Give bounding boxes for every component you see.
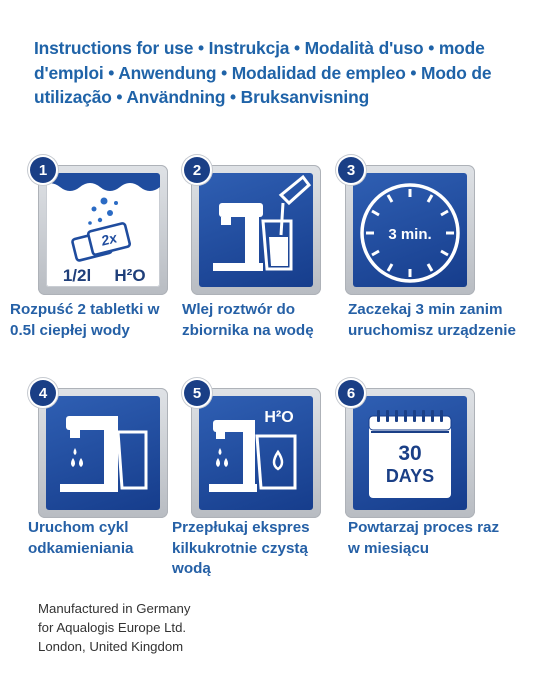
step-5-number-badge: 5 xyxy=(184,380,210,406)
step-6-caption: Powtarzaj proces raz w miesiącu xyxy=(348,519,500,557)
step-6-number-badge: 6 xyxy=(338,380,364,406)
water-label: H²O xyxy=(114,266,146,285)
step-4-tile xyxy=(38,388,168,518)
step-3-caption: Zaczekaj 3 min zanim uruchomisz urządzenie xyxy=(348,301,516,339)
timer-icon xyxy=(353,173,467,287)
step-5-caption: Przepłukaj ekspres kilkukrotnie czystą wodą xyxy=(172,519,310,577)
step-4-number-badge: 4 xyxy=(30,380,56,406)
tablet-count-label: 2x xyxy=(99,229,119,249)
step-3-number-badge: 3 xyxy=(338,157,364,183)
step-2-number-badge: 2 xyxy=(184,157,210,183)
rinse-machine-icon xyxy=(199,396,313,510)
tablets-in-water-icon xyxy=(46,173,160,287)
step-6-tile xyxy=(345,388,475,518)
calendar-days-number: 30 xyxy=(398,442,422,465)
step-2-caption: Wlej roztwór do zbiornika na wodę xyxy=(182,301,314,339)
volume-label: 1/2l xyxy=(62,266,92,285)
instructions-heading: Instructions for use • Instrukcja • Modalità d'uso • mode d'emploi • Anwendung • Modalidad de empleo • Modo de utilização • Användning • Bruksanvisning xyxy=(34,38,492,108)
step-5-tile xyxy=(191,388,321,518)
calendar-days-label: DAYS xyxy=(385,466,435,486)
manufacturer-info: Manufactured in Germany for Aqualogis Europe Ltd. London, United Kingdom xyxy=(38,601,191,654)
descaling-machine-icon xyxy=(46,396,160,510)
pour-into-tank-icon xyxy=(199,173,313,287)
step-1-tile xyxy=(38,165,168,295)
timer-label: 3 min. xyxy=(388,226,432,243)
step-1-number-badge: 1 xyxy=(30,157,56,183)
step-3-tile xyxy=(345,165,475,295)
step-1-caption: Rozpuść 2 tabletki w 0.5l ciepłej wody xyxy=(10,301,160,339)
step-2-tile xyxy=(191,165,321,295)
rinse-water-label: H²O xyxy=(264,409,294,426)
step-4-caption: Uruchom cykl odkamieniania xyxy=(28,519,134,557)
calendar-icon xyxy=(353,396,467,510)
